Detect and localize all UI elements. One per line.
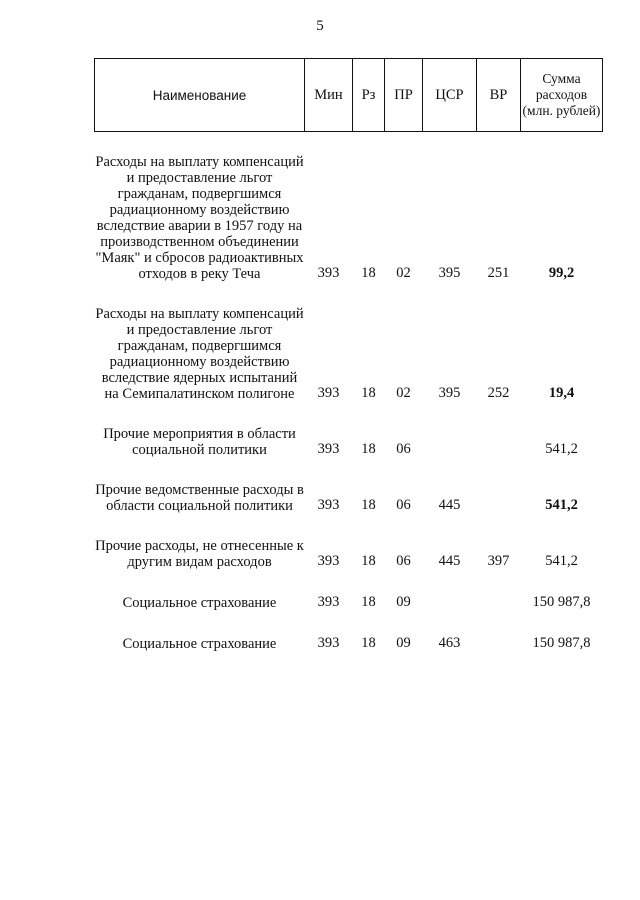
row-sum: 541,2 xyxy=(545,497,578,513)
table-header-row xyxy=(95,59,603,132)
row-sum: 541,2 xyxy=(545,553,578,569)
row-rz: 18 xyxy=(361,497,376,513)
table-row xyxy=(95,482,603,516)
table-row xyxy=(95,154,603,284)
row-min: 393 xyxy=(317,594,340,610)
row-vr: 397 xyxy=(487,553,510,569)
row-min: 393 xyxy=(317,385,340,401)
row-sum: 19,4 xyxy=(548,385,575,401)
row-min: 393 xyxy=(317,553,340,569)
row-pr: 06 xyxy=(396,441,411,457)
row-sum: 150 987,8 xyxy=(532,635,591,651)
row-rz: 18 xyxy=(361,594,376,610)
header-pr: ПР xyxy=(385,59,423,132)
row-csr: 395 xyxy=(438,265,461,281)
row-rz: 18 xyxy=(361,553,376,569)
row-sum: 99,2 xyxy=(548,265,575,281)
table-row xyxy=(95,426,603,460)
row-vr xyxy=(477,482,521,516)
row-csr: 445 xyxy=(438,553,461,569)
row-min: 393 xyxy=(317,497,340,513)
row-pr: 02 xyxy=(396,385,411,401)
row-rz: 18 xyxy=(361,385,376,401)
header-vr: ВР xyxy=(477,59,521,132)
row-rz: 18 xyxy=(361,441,376,457)
table-row xyxy=(95,538,603,572)
row-min: 393 xyxy=(317,635,340,651)
row-min: 393 xyxy=(317,441,340,457)
header-csr: ЦСР xyxy=(423,59,477,132)
header-min: Мин xyxy=(305,59,353,132)
page-number: 5 xyxy=(316,18,324,34)
row-pr: 09 xyxy=(396,594,411,610)
row-rz: 18 xyxy=(361,265,376,281)
row-vr xyxy=(477,594,521,613)
table-row xyxy=(95,594,603,613)
row-vr xyxy=(477,635,521,654)
row-sum: 541,2 xyxy=(545,441,578,457)
row-name: Расходы на выплату компенсаций и предоставление льгот гражданам, подвергшимся радиационному воздействию вследствие ядерных испытаний на Семипалатинском полигоне xyxy=(95,306,304,402)
row-csr xyxy=(423,594,477,613)
row-name: Прочие ведомственные расходы в области социальной политики xyxy=(95,482,304,514)
budget-table xyxy=(94,58,603,654)
row-csr: 445 xyxy=(438,497,461,513)
row-name: Социальное страхование xyxy=(122,595,277,611)
row-name: Прочие мероприятия в области социальной политики xyxy=(103,426,296,458)
row-name: Прочие расходы, не отнесенные к другим видам расходов xyxy=(95,538,304,570)
row-sum: 150 987,8 xyxy=(532,594,591,610)
row-vr: 252 xyxy=(487,385,510,401)
header-rz: Рз xyxy=(353,59,385,132)
row-rz: 18 xyxy=(361,635,376,651)
row-name: Расходы на выплату компенсаций и предоставление льгот гражданам, подвергшимся радиационному воздействию вследствие аварии в 1957 году на производственном объединении "Маяк" и сбросов радиоактивных отходов в реку Теча xyxy=(95,154,304,282)
header-name: Наименование xyxy=(95,59,305,132)
row-pr: 09 xyxy=(396,635,411,651)
row-pr: 02 xyxy=(396,265,411,281)
row-csr xyxy=(423,426,477,460)
row-name: Социальное страхование xyxy=(122,636,277,652)
row-vr: 251 xyxy=(487,265,510,281)
row-csr: 463 xyxy=(438,635,461,651)
table-row xyxy=(95,635,603,654)
row-pr: 06 xyxy=(396,497,411,513)
header-sum: Сумма расходов (млн. рублей) xyxy=(521,59,603,132)
table-row xyxy=(95,306,603,404)
row-pr: 06 xyxy=(396,553,411,569)
row-min: 393 xyxy=(317,265,340,281)
row-csr: 395 xyxy=(438,385,461,401)
row-vr xyxy=(477,426,521,460)
